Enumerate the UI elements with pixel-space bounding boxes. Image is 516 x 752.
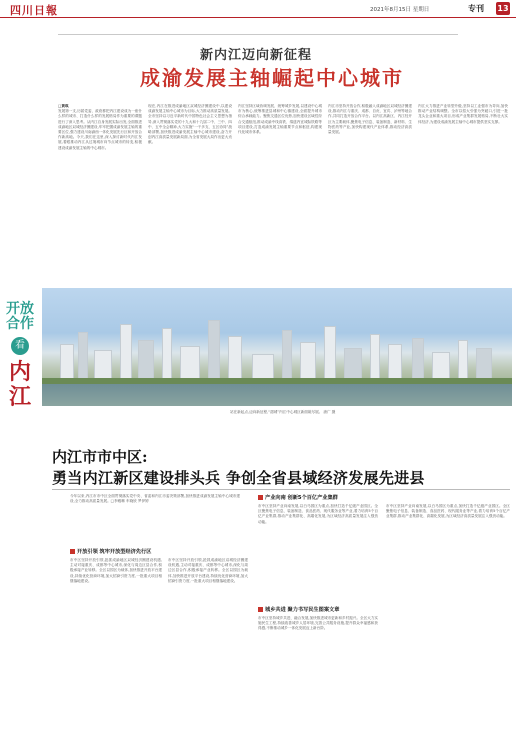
photo-caption: 站在新起点,迈向新征程,“甜城”内江中心城区新面貌尽展。 唐广 摄 <box>230 410 336 414</box>
article2-subhead-open-text: 开放引领 筑牢开放型经济先行区 <box>77 549 152 555</box>
headline-title: 成渝发展主轴崛起中心城市 <box>140 66 404 90</box>
photo-building <box>78 332 88 384</box>
photo-building <box>120 324 132 384</box>
article2-headline-line1: 内江市市中区: <box>52 448 148 466</box>
side-banner <box>6 302 34 410</box>
article1-column5: 内江大力推进产业转型升级,坚持以工业强市为导向,加快推动产业结构调整。全市以招大引强为突破口,引进一批龙头企业和重大项目,形成产业集群发展格局,不断壮大实体经济,为建设成渝发展主轴中心城市提供坚实支撑。 <box>418 104 508 124</box>
subhead-marker-icon <box>258 495 263 500</box>
article2-subhead-livelihood <box>258 606 339 613</box>
photo-building <box>228 336 242 384</box>
article1-column1 <box>58 104 142 284</box>
section-divider <box>52 489 510 490</box>
article1-column3: 内江坚持区域协调发展、统筹城乡发展,以建设中心城市为核心,统筹推进县城和中心镇建设,全面提升城市综合承载能力。聚焦交通区位优势,加快建设区域性综合交通枢纽,推动成渝中线高铁、绵遂内宜城际铁路等项目建设,打造成渝发展主轴重要节点和枢纽,构建现代化城市体系。 <box>238 104 322 135</box>
article2-column-right: 市中区坚持产业向南发展,以白马园区为重点,加快打造千亿级产业园区。全区聚焦电子信息、装备制造、食品医药、现代服务业等产业,着力培育5个百亿产业集群,推动产业集群化、高端化发展,为区域经济高质量发展注入强劲动能。 <box>386 504 510 519</box>
page-number-badge: 13 <box>497 4 509 13</box>
subhead-marker-icon <box>258 607 263 612</box>
article1-column2: 现在,内江在推进成渝地区双城经济圈建设中,以建设成渝发展主轴中心城市为目标,大力推动高质量发展。全市坚持以习近平新时代中国特色社会主义思想为指导,深入贯彻落实党的十九大和十九届二中、三中、四中、五中全会精神,大力实施“一干多支、五区协同”战略部署,加快推进成渝发展主轴中心城市建设,奋力开创内江高质量发展新局面,为全省发展大局作出更大贡献。 <box>148 104 232 145</box>
side-banner-line1: 开放合作 <box>6 301 34 332</box>
article2-subhead-industry-text: 产业向南 创新5个百亿产业集群 <box>265 495 338 501</box>
photo-building <box>282 330 292 384</box>
subhead-marker-icon <box>70 549 75 554</box>
article2-headline-line2: 勇当内江新区建设排头兵 争创全省县域经济发展先进县 <box>52 469 425 487</box>
photo-building <box>324 326 336 384</box>
photo-river <box>42 384 512 406</box>
article2-column-open-cont: 市中区坚持开放引领,抢抓成渝地区双城经济圈建设机遇,主动对接重庆、成都等中心城市,深化与周边区县合作,积极承接产业转移。全区以园区为载体,加快推进开放平台建设,持续优化营商环境,加大招商引资力度,一批重大项目相继落地建设。 <box>168 558 248 583</box>
photo-building <box>162 328 172 384</box>
article2-body-open: 市中区坚持开放引领,抢抓成渝地区双城经济圈建设机遇,主动对接重庆、成都等中心城市,深化与周边区县合作,积极承接产业转移。全区以园区为载体,加快推进开放平台建设,持续优化营商环境,加大招商引资力度,一批重大项目相继落地建设。 <box>70 558 162 583</box>
city-skyline-photo <box>42 288 512 406</box>
side-banner-badge: 看 <box>11 337 29 355</box>
article2-subhead-open <box>70 548 151 555</box>
article2-body-livelihood: 市中区坚持城乡共进、融合发展,加快推进城市更新和乡村振兴。全区大力实施民生工程,持续改善城乡人居环境,完善公共服务设施,提升群众幸福感和获得感,不断推动城乡一体化发展迈上新台阶。 <box>258 616 378 631</box>
photo-building <box>370 334 380 384</box>
article2-lead: 今年以来,内江市市中区全面贯彻落实党中央、省委和内江市委决策部署,加快推进成渝发展主轴中心城市建设,全力推动高质量发展。□李雅琳 车晓欣 罗伊婷 <box>70 494 240 504</box>
headline-kicker: 新内江迈向新征程 <box>200 48 313 63</box>
newspaper-logo: 四川日報 <box>10 4 58 17</box>
article2-subhead-industry <box>258 494 338 501</box>
article2-body-industry: 市中区坚持产业向南发展,以白马园区为重点,加快打造千亿级产业园区。全区聚焦电子信息、装备制造、食品医药、现代服务业等产业,着力培育5个百亿产业集群,推动产业集群化、高端化发展,为区域经济高质量发展注入强劲动能。 <box>258 504 378 524</box>
article1-byline: □黄琪 <box>58 104 69 108</box>
article2-subhead-livelihood-text: 城乡共进 聚力书写民生图案文章 <box>265 607 340 613</box>
article1-column1-text: 发展第一支,历届党委、政府都把内江建设成为一座什么样的城市、打造什么样的发展格局作为重要的课题进行了深入思考。从内江自身发展实际出发,全面推进成渝地区双城经济圈建设,牢牢把握成渝发展主轴的重要区位,强力建设川南渝西一体化发展先行区和开放合作新高地。今天,我们在这里,深入探讨新时代内江发展,着眼推动内江从过境城市向节点城市的转变,积极建设成渝发展主轴的中心城市。 <box>58 109 142 150</box>
section-label: 专刊 <box>468 4 484 13</box>
issue-date: 2021年8月15日 星期日 <box>370 7 430 13</box>
side-banner-city: 内江 <box>8 359 31 410</box>
headline-rule <box>58 34 458 35</box>
photo-building <box>208 320 220 384</box>
article1-column4: 内江市坚持开放合作,积极融入成渝地区双城经济圈建设,推动内江与重庆、成都、自贡、宜宾、泸州等地合作,共同打造开放合作平台。以内江高新区、内江经开区为主要载体,聚焦电子信息、装备制造、新材料、生物医药等产业,加快构建现代产业体系,推动经济高质量发展。 <box>328 104 412 135</box>
masthead-bar <box>0 0 516 18</box>
